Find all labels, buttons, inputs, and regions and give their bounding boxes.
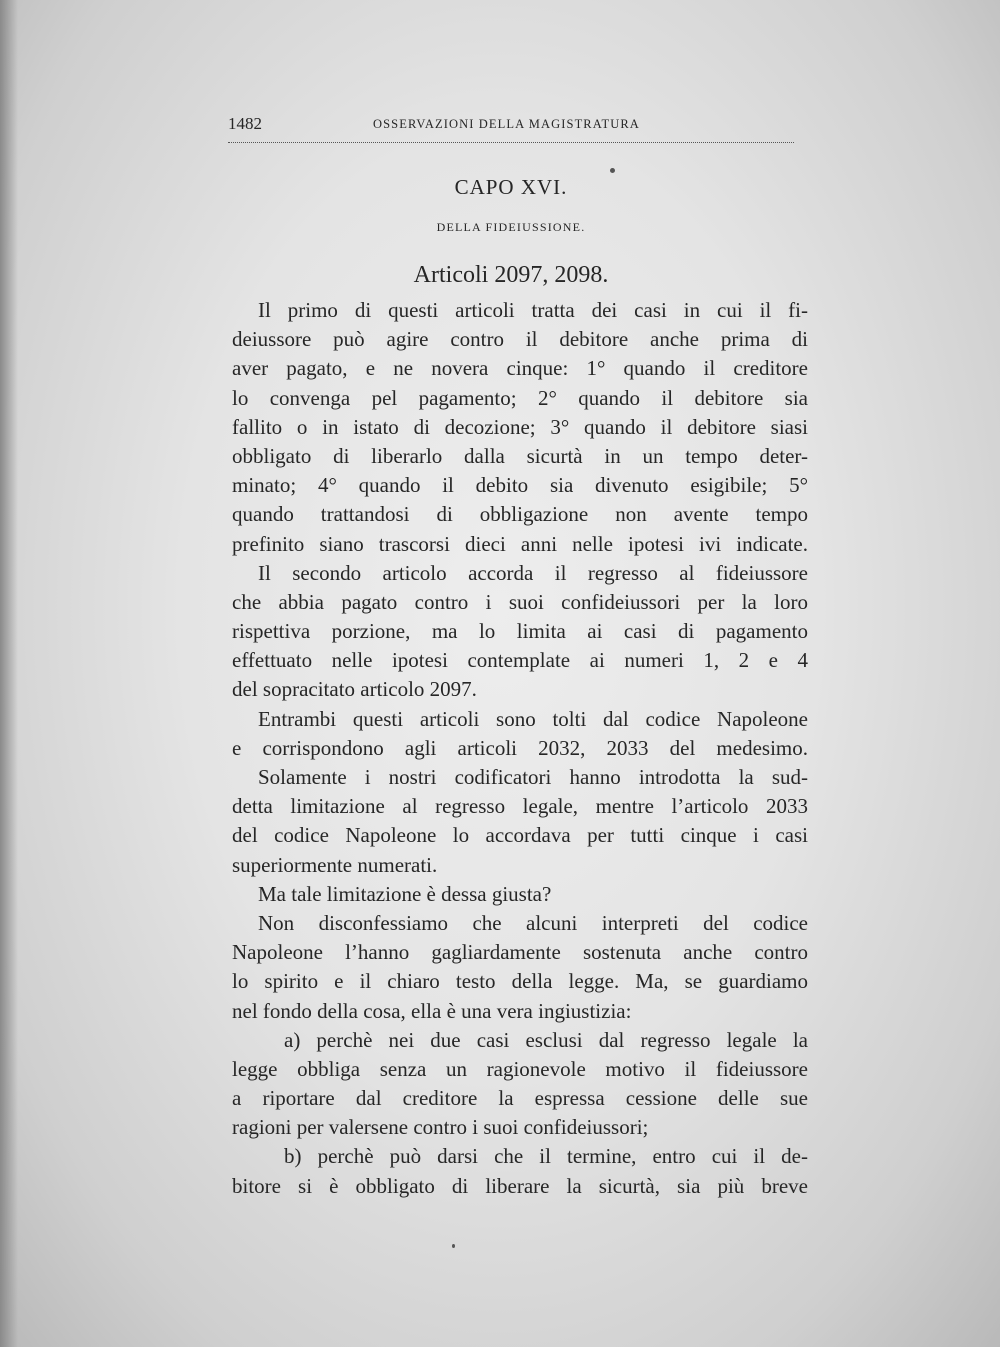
page-header bbox=[228, 114, 794, 143]
text-line: Non disconfessiamo che alcuni interpreti del codice bbox=[258, 910, 808, 935]
text-line: e corrispondono agli articoli 2032, 2033 del medesimo. bbox=[232, 735, 808, 760]
text-line: fallito o in istato di decozione; 3° quando il debitore siasi bbox=[232, 414, 808, 439]
text-line: aver pagato, e ne novera cinque: 1° quando il creditore bbox=[232, 356, 808, 381]
text-line: superiormente numerati. bbox=[232, 852, 438, 877]
chapter-subtitle: DELLA FIDEIUSSIONE. bbox=[436, 220, 586, 234]
text-line: rispettiva porzione, ma lo limita ai casi di pagamento bbox=[232, 619, 808, 644]
text-line: del sopracitato articolo 2097. bbox=[232, 677, 477, 702]
running-head: OSSERVAZIONI DELLA MAGISTRATURA bbox=[373, 117, 640, 131]
page-number: 1482 bbox=[228, 114, 262, 133]
paper-speck bbox=[610, 168, 615, 173]
text-line: Il primo di questi articoli tratta dei casi in cui il fi- bbox=[258, 298, 808, 322]
text-line: ragioni per valersene contro i suoi confideiussori; bbox=[232, 1115, 649, 1140]
text-line: bitore si è obbligato di liberare la sicurtà, sia più breve bbox=[232, 1173, 808, 1198]
text-line: a riportare dal creditore la espressa cessione delle sue bbox=[232, 1086, 808, 1111]
text-line: nel fondo della cosa, ella è una vera ingiustizia: bbox=[232, 998, 632, 1023]
text-line: Solamente i nostri codificatori hanno introdotta la sud- bbox=[258, 765, 808, 789]
text-line: del codice Napoleone lo accordava per tutti cinque i casi bbox=[232, 823, 808, 848]
text-line: minato; 4° quando il debito sia divenuto esigibile; 5° bbox=[232, 473, 808, 498]
page-shadow bbox=[0, 0, 18, 1347]
body-text bbox=[232, 296, 808, 1201]
text-line: obbligato di liberarlo dalla sicurtà in un tempo deter- bbox=[232, 443, 808, 468]
text-line: Napoleone l’hanno gagliardamente sostenuta anche contro bbox=[232, 940, 808, 965]
text-line: lo spirito e il chiaro testo della legge. Ma, se guardiamo bbox=[232, 969, 808, 994]
articles-heading: Articoli 2097, 2098. bbox=[413, 262, 609, 288]
text-line: legge obbliga senza un ragionevole motivo il fideiussore bbox=[232, 1056, 808, 1081]
text-line: b) perchè può darsi che il termine, entro cui il de- bbox=[284, 1144, 808, 1169]
text-line: a) perchè nei due casi esclusi dal regresso legale la bbox=[284, 1027, 808, 1052]
text-line: quando trattandosi di obbligazione non avente tempo bbox=[232, 502, 808, 527]
paper-speck bbox=[452, 1244, 455, 1248]
text-line: Il secondo articolo accorda il regresso al fideiussore bbox=[258, 560, 808, 585]
text-line: Entrambi questi articoli sono tolti dal codice Napoleone bbox=[258, 706, 808, 731]
chapter-title: CAPO XVI. bbox=[454, 175, 568, 199]
text-line: lo convenga pel pagamento; 2° quando il debitore sia bbox=[232, 385, 808, 410]
text-line: deiussore può agire contro il debitore anche prima di bbox=[232, 327, 808, 352]
text-line: Ma tale limitazione è dessa giusta? bbox=[258, 881, 552, 906]
text-line: effettuato nelle ipotesi contemplate ai numeri 1, 2 e 4 bbox=[232, 648, 808, 673]
text-line: prefinito siano trascorsi dieci anni nelle ipotesi ivi indicate. bbox=[232, 531, 808, 556]
text-line: detta limitazione al regresso legale, mentre l’articolo 2033 bbox=[232, 794, 808, 819]
text-line: che abbia pagato contro i suoi confideiussori per la loro bbox=[232, 589, 808, 614]
